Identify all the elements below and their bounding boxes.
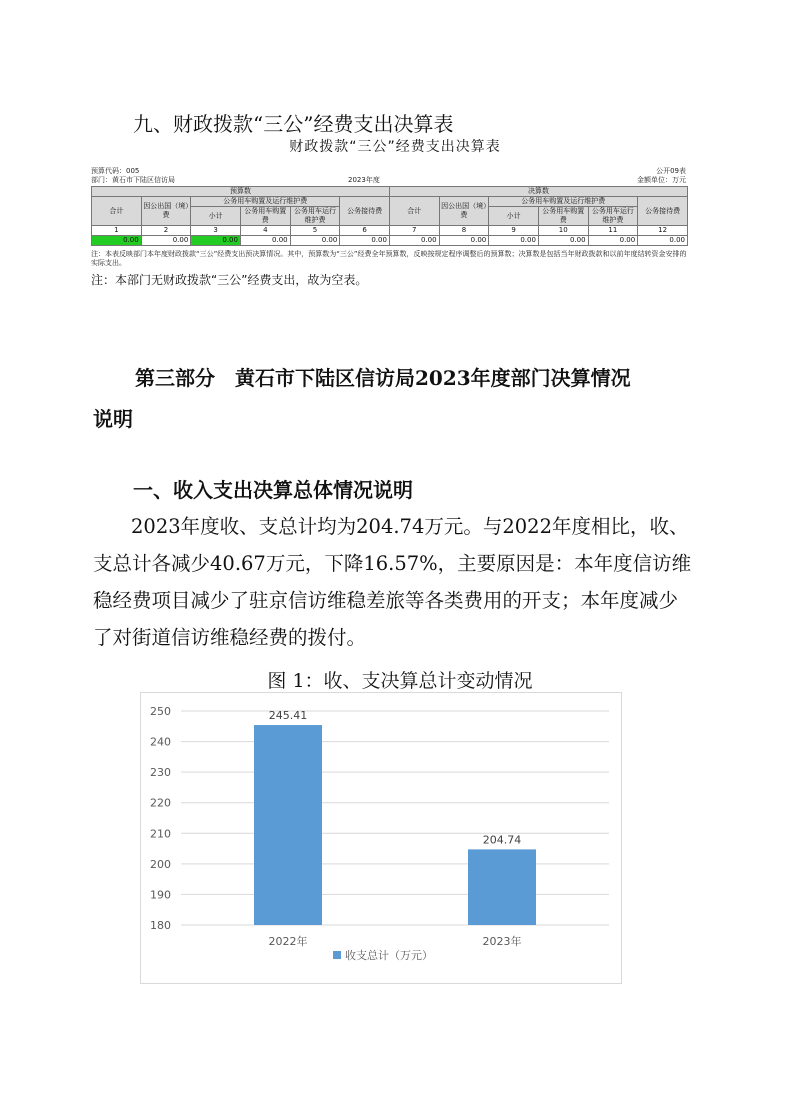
budget-code: 预算代码：005 bbox=[91, 167, 140, 175]
data-label: 245.41 bbox=[268, 709, 308, 723]
col-num: 1 bbox=[92, 226, 142, 236]
header-vehicle-group: 公务用车购置及运行维护费 bbox=[191, 197, 340, 207]
header-operate: 公务用车运行维护费 bbox=[588, 207, 638, 226]
header-abroad: 因公出国（境）费 bbox=[141, 197, 191, 226]
section-heading-9: 九、财政拨款“三公”经费支出决算表 bbox=[133, 112, 454, 136]
value-cell: 0.00 bbox=[92, 236, 142, 246]
table-title: 财政拨款“三公”经费支出决算表 bbox=[289, 139, 501, 155]
col-num: 2 bbox=[141, 226, 191, 236]
value-cell: 0.00 bbox=[240, 236, 290, 246]
col-num: 12 bbox=[638, 226, 688, 236]
col-num: 7 bbox=[389, 226, 439, 236]
budget-group-header: 预算数 bbox=[92, 187, 390, 197]
y-tick-label: 240 bbox=[150, 735, 171, 749]
col-num: 9 bbox=[489, 226, 539, 236]
value-cell: 0.00 bbox=[191, 236, 241, 246]
header-subtotal: 小计 bbox=[489, 207, 539, 226]
x-tick-label: 2023年 bbox=[482, 935, 522, 948]
col-num: 10 bbox=[538, 226, 588, 236]
y-tick-label: 180 bbox=[150, 919, 171, 932]
x-tick-label: 2022年 bbox=[268, 935, 308, 948]
chart-container bbox=[140, 692, 622, 984]
value-cell: 0.00 bbox=[389, 236, 439, 246]
department-label: 部门：黄石市下陆区信访局 bbox=[91, 176, 175, 184]
header-operate: 公务用车运行维护费 bbox=[290, 207, 340, 226]
table-footnote: 注：本表反映部门本年度财政拨款“三公”经费支出预决算情况。其中，预算数为“三公”经费全年预算数，反映按规定程序调整后的预算数；决算数是包括当年财政拨款和以前年度结转资金安排的实际支出。 bbox=[91, 250, 687, 267]
value-cell: 0.00 bbox=[290, 236, 340, 246]
y-tick-label: 190 bbox=[150, 888, 171, 902]
col-num: 5 bbox=[290, 226, 340, 236]
bar-chart bbox=[141, 693, 621, 983]
header-total: 合计 bbox=[389, 197, 439, 226]
y-tick-label: 200 bbox=[150, 857, 171, 871]
bar bbox=[254, 725, 322, 925]
header-subtotal: 小计 bbox=[191, 207, 241, 226]
header-purchase: 公务用车购置费 bbox=[538, 207, 588, 226]
three-public-expenses-table bbox=[91, 186, 688, 246]
y-tick-label: 250 bbox=[150, 705, 171, 718]
value-cell: 0.00 bbox=[638, 236, 688, 246]
section-heading-1: 一、收入支出决算总体情况说明 bbox=[133, 478, 413, 502]
value-row bbox=[92, 236, 688, 246]
header-vehicle-group: 公务用车购置及运行维护费 bbox=[489, 197, 638, 207]
y-tick-label: 210 bbox=[150, 827, 171, 841]
column-number-row bbox=[92, 226, 688, 236]
col-num: 4 bbox=[240, 226, 290, 236]
col-num: 11 bbox=[588, 226, 638, 236]
part-three-title-cont: 说明 bbox=[93, 407, 133, 431]
value-cell: 0.00 bbox=[141, 236, 191, 246]
value-cell: 0.00 bbox=[439, 236, 489, 246]
value-cell: 0.00 bbox=[340, 236, 390, 246]
header-purchase: 公务用车购置费 bbox=[240, 207, 290, 226]
legend-label: 收支总计（万元） bbox=[345, 949, 433, 962]
legend-swatch bbox=[333, 951, 341, 959]
header-abroad: 因公出国（境）费 bbox=[439, 197, 489, 226]
unit-label: 金额单位：万元 bbox=[637, 176, 686, 184]
y-tick-label: 220 bbox=[150, 796, 171, 810]
header-total: 合计 bbox=[92, 197, 142, 226]
value-cell: 0.00 bbox=[489, 236, 539, 246]
header-reception: 公务接待费 bbox=[340, 197, 390, 226]
value-cell: 0.00 bbox=[538, 236, 588, 246]
body-paragraph: 2023年度收、支总计均为204.74万元。与2022年度相比，收、支总计各减少40.67万元，下降16.57%，主要原因是：本年度信访维稳经费项目减少了驻京信访维稳差旅等各类费用的开支；本年度减少了对街道信访维稳经费的拨付。 bbox=[93, 515, 692, 649]
col-num: 3 bbox=[191, 226, 241, 236]
form-number: 公开09表 bbox=[656, 167, 686, 175]
table-header-row-2 bbox=[92, 197, 688, 207]
table-header-row-1 bbox=[92, 187, 688, 197]
y-tick-label: 230 bbox=[150, 766, 171, 780]
part-three-title: 第三部分 黄石市下陆区信访局2023年度部门决算情况 bbox=[135, 366, 631, 390]
empty-table-note: 注：本部门无财政拨款“三公”经费支出，故为空表。 bbox=[91, 273, 368, 287]
col-num: 8 bbox=[439, 226, 489, 236]
final-group-header: 决算数 bbox=[389, 187, 687, 197]
year-label: 2023年度 bbox=[348, 176, 380, 184]
value-cell: 0.00 bbox=[588, 236, 638, 246]
col-num: 6 bbox=[340, 226, 390, 236]
bar bbox=[468, 849, 536, 925]
header-reception: 公务接待费 bbox=[638, 197, 688, 226]
figure-caption: 图 1：收、支决算总计变动情况 bbox=[267, 670, 533, 692]
data-label: 204.74 bbox=[482, 833, 522, 847]
